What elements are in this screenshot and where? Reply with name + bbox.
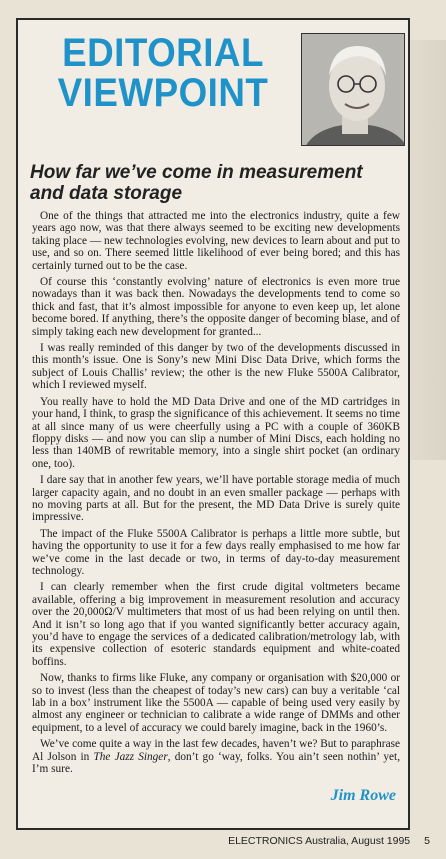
author-signature: Jim Rowe bbox=[330, 787, 396, 804]
paragraph: One of the things that attracted me into the electronics industry, quite a few years ago now, was that there always seemed to be exciting new developments taking place — new technologies evolving, new devices to learn about and put to use, and so on. There seemed little likelihood of ever being bored; and this has certainly turned out to be the case. bbox=[32, 210, 400, 272]
paragraph: You really have to hold the MD Data Drive and one of the MD cartridges in your hand, I think, to grasp the significance of this achievement. It seems no time at all since many of us were cheerfully using a PC with a couple of 360KB floppy disks — and now you can slip a number of Mini Discs, each holding no less than 140MB of rewritable memory, into a single shirt pocket (an ordinary one, too). bbox=[32, 395, 400, 470]
page-title bbox=[39, 33, 287, 113]
article-subtitle: How far we’ve come in measurement and data storage bbox=[30, 162, 363, 204]
last-paragraph-start: We’ve come quite a way in the last few decades, haven’t we? But to paraphrase Al Jolson in bbox=[32, 738, 400, 763]
publication-info: ELECTRONICS Australia, August 1995 bbox=[228, 835, 411, 847]
article-body bbox=[32, 210, 400, 779]
film-title: The Jazz Singer bbox=[93, 750, 168, 763]
title-line-2: VIEWPOINT bbox=[57, 71, 269, 115]
page-number: 5 bbox=[424, 835, 430, 847]
author-photo bbox=[301, 33, 405, 146]
last-paragraph-end: , don’t go ‘way, folks. You ain’t seen nothin’ yet, I’m sure. bbox=[32, 750, 401, 776]
paragraph: I can clearly remember when the first crude digital voltmeters became available, offering a big improvement in measurement resolution and accuracy over the 20,000Ω/V multimeters that most of us had been relying on until then. And it isn’t so long ago that if you wanted significantly better accuracy again, you’d have to engage the services of a dedicated calibration/metrology lab, with its expensive collection of esoteric standards equipment and white-coated boffins. bbox=[32, 581, 400, 668]
paragraph: I dare say that in another few years, we’ll have portable storage media of much larger capacity again, and no doubt in an even smaller package — perhaps with no moving parts at all. But for the present, the MD Data Drive is surely quite impressive. bbox=[32, 474, 400, 524]
last-paragraph bbox=[32, 738, 400, 775]
paragraph: I was really reminded of this danger by two of the developments discussed in this month’s issue. One is Sony’s new Mini Disc Data Drive, which forms the subject of Louis Challis’ review; the other is the new Fluke 5500A Calibrator, which I reviewed myself. bbox=[32, 342, 400, 392]
adjacent-page-edge bbox=[408, 40, 446, 460]
portrait-illustration bbox=[302, 34, 405, 146]
paragraph: Of course this ‘constantly evolving’ nature of electronics is even more true nowadays than it was back then. Nowadays the developments tend to come so thick and fast, that it’s almost impossible for anyone to even keep up, let alone become bored. If anything, there’s the opposite danger of becoming blase, and of simply taking each new development for granted... bbox=[32, 276, 400, 338]
paragraph: The impact of the Fluke 5500A Calibrator is perhaps a little more subtle, but having the opportunity to use it for a few days really emphasised to me how far we’ve come in the last decade or two, in terms of day-to-day measurement technology. bbox=[32, 527, 400, 577]
title-line-1: EDITORIAL bbox=[62, 31, 264, 75]
page-footer bbox=[210, 835, 430, 847]
paragraph: Now, thanks to firms like Fluke, any company or organisation with $20,000 or so to invest (less than the cheapest of today’s new cars) can buy a veritable ‘cal lab in a box’ instrument like the 5500A — capable of being used very easily by almost any engineer or technician to calibrate a wide range of DMMs and other equipment, to a level of accuracy we could barely imagine, back in the 1960’s. bbox=[32, 672, 400, 734]
